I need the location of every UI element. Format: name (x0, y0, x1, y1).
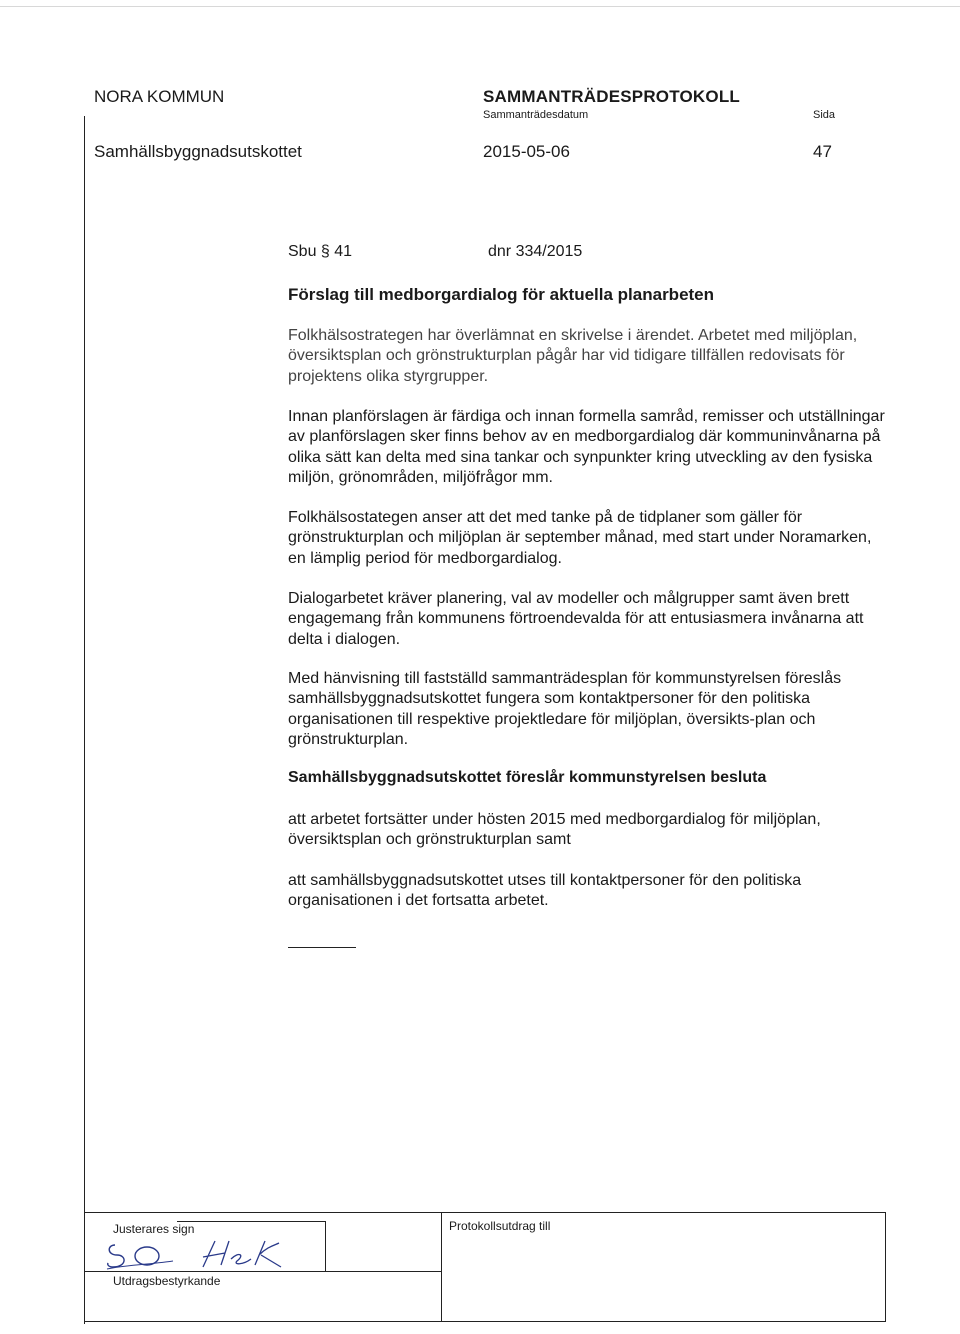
paragraph-1: Folkhälsostrategen har överlämnat en skrivelse i ärendet. Arbetet med miljöplan, översiktsplan och grönstrukturplan pågår har vid tidigare tillfällen redovisats för projektens olika styrgrupper. (288, 327, 858, 385)
decision-clause-2: att samhällsbyggnadsutskottet utses till kontaktpersoner för den politiska organisationen i det fortsatta arbetet. (288, 872, 802, 910)
diary-number: dnr 334/2015 (488, 243, 583, 260)
organization-name: NORA KOMMUN (94, 87, 225, 106)
committee-name: Samhällsbyggnadsutskottet (94, 142, 302, 161)
proposal-heading: Samhällsbyggnadsutskottet föreslår kommunstyrelsen besluta (288, 769, 767, 786)
page-label: Sida (813, 109, 836, 121)
document-type: SAMMANTRÄDESPROTOKOLL (483, 87, 740, 106)
paragraph-2: Innan planförslagen är färdiga och innan formella samråd, remisser och utställningar av planförslagen sker finns behov av en medborgardialog där kommuninvånarna på olika sätt kan delta med sina tankar och synpunkter kring utveckling av den fysiska miljön, grönområden, miljöfrågor mm. (288, 408, 885, 486)
protokollsutdrag-label: Protokollsutdrag till (449, 1219, 551, 1233)
decision-clause-1: att arbetet fortsätter under hösten 2015 med medborgardialog för miljöplan, översiktsplan och grönstrukturplan samt (288, 811, 821, 849)
signature-footer (84, 1212, 886, 1322)
paragraph-5: Med hänvisning till fastställd sammanträdesplan för kommunstyrelsen föreslås samhällsbyggnadsutskottet fungera som kontaktpersoner för den politiska organisationen till respektive projektledare för miljöplan, översikts-plan och grönstrukturplan. (288, 670, 842, 748)
paragraph-4: Dialogarbetet kräver planering, val av modeller och målgrupper samt även brett engagemang från kommunens förtroendevalda för att entusiasmera invånarna att delta i dialogen. (288, 590, 864, 648)
page-number: 47 (813, 142, 832, 161)
signature-initials-2 (195, 1235, 291, 1271)
footer-horizontal-rule (85, 1271, 441, 1272)
signature-divider (325, 1221, 326, 1271)
justerares-sign-label: Justerares sign (113, 1222, 195, 1236)
signature-initials-1 (105, 1239, 177, 1271)
case-title: Förslag till medborgardialog för aktuella planarbeten (288, 285, 715, 304)
paragraph-3: Folkhälsostategen anser att det med tanke på de tidplaner som gäller för grönstrukturplan och miljöplan är september månad, med start under Noramarken, en lämplig period för medborgardialog. (288, 509, 872, 567)
paragraph-reference: Sbu § 41 (288, 243, 353, 260)
left-margin-rule (84, 116, 85, 1324)
end-rule (288, 947, 356, 948)
date-label: Sammanträdesdatum (483, 109, 589, 121)
footer-vertical-rule (441, 1213, 442, 1321)
scan-edge-line (0, 6, 960, 7)
meeting-date: 2015-05-06 (483, 142, 570, 161)
utdragsbestyrkande-label: Utdragsbestyrkande (113, 1274, 221, 1288)
